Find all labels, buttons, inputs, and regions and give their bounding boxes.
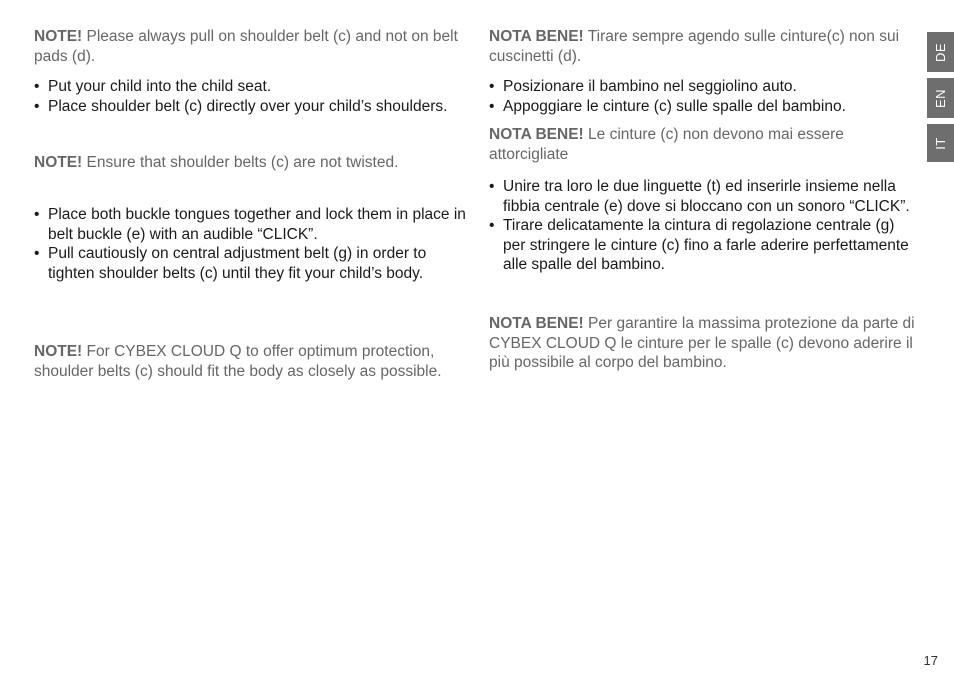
note-optimum-protection-it <box>489 314 921 373</box>
language-tab-label: DE <box>933 42 948 62</box>
note-pull-shoulder-belt <box>34 27 474 66</box>
language-tab-label: IT <box>933 136 948 150</box>
list-item: • Pull cautiously on central adjustment belt (g) in order to tighten shoulder belts (c) until they fit your child’s body. <box>34 244 474 283</box>
list-item: • Tirare delicatamente la cintura di regolazione centrale (g) per stringere le cinture (c) fino a farle aderire perfettamente alle spalle del bambino. <box>489 216 921 275</box>
list-item: • Appoggiare le cinture (c) sulle spalle del bambino. <box>489 97 921 117</box>
note-text: Per garantire la massima protezione da parte di CYBEX CLOUD Q le cinture per le spalle (c) devono aderire il più possibile al corpo del bambino. <box>489 315 915 371</box>
note-label: NOTA BENE! <box>489 126 584 143</box>
note-label: NOTA BENE! <box>489 315 584 332</box>
language-tab-en[interactable] <box>927 78 954 118</box>
language-tab-de[interactable] <box>927 32 954 72</box>
note-text: Le cinture (c) non devono mai essere attorcigliate <box>489 126 844 163</box>
note-label: NOTA BENE! <box>489 28 584 45</box>
note-text: Tirare sempre agendo sulle cinture(c) non sui cuscinetti (d). <box>489 28 900 65</box>
instruction-list-buckle-it <box>489 177 921 275</box>
language-tab-it[interactable] <box>927 124 954 162</box>
list-item: • Unire tra loro le due linguette (t) ed inserirle insieme nella fibbia centrale (e) dove si bloccano con un sonoro “CLICK”. <box>489 177 921 216</box>
instruction-list-seat-child-it <box>489 77 921 116</box>
note-text: For CYBEX CLOUD Q to offer optimum protection, shoulder belts (c) should fit the body as closely as possible. <box>34 343 442 380</box>
note-pull-shoulder-belt-it <box>489 27 921 66</box>
list-item: • Posizionare il bambino nel seggiolino auto. <box>489 77 921 97</box>
note-label: NOTE! <box>34 154 83 171</box>
list-item: • Place shoulder belt (c) directly over your child’s shoulders. <box>34 97 474 117</box>
note-optimum-protection <box>34 342 474 381</box>
page-number: 17 <box>923 653 938 668</box>
instruction-list-seat-child <box>34 77 474 116</box>
note-text: Please always pull on shoulder belt (c) and not on belt pads (d). <box>34 28 458 65</box>
note-label: NOTE! <box>34 343 83 360</box>
list-item: • Place both buckle tongues together and lock them in place in belt buckle (e) with an audible “CLICK”. <box>34 205 474 244</box>
list-item: • Put your child into the child seat. <box>34 77 474 97</box>
language-tab-label: EN <box>933 88 948 108</box>
note-belts-not-twisted-it <box>489 125 921 164</box>
instruction-list-buckle <box>34 205 474 283</box>
note-label: NOTE! <box>34 28 83 45</box>
note-belts-not-twisted <box>34 153 474 173</box>
note-text: Ensure that shoulder belts (c) are not twisted. <box>82 154 399 171</box>
